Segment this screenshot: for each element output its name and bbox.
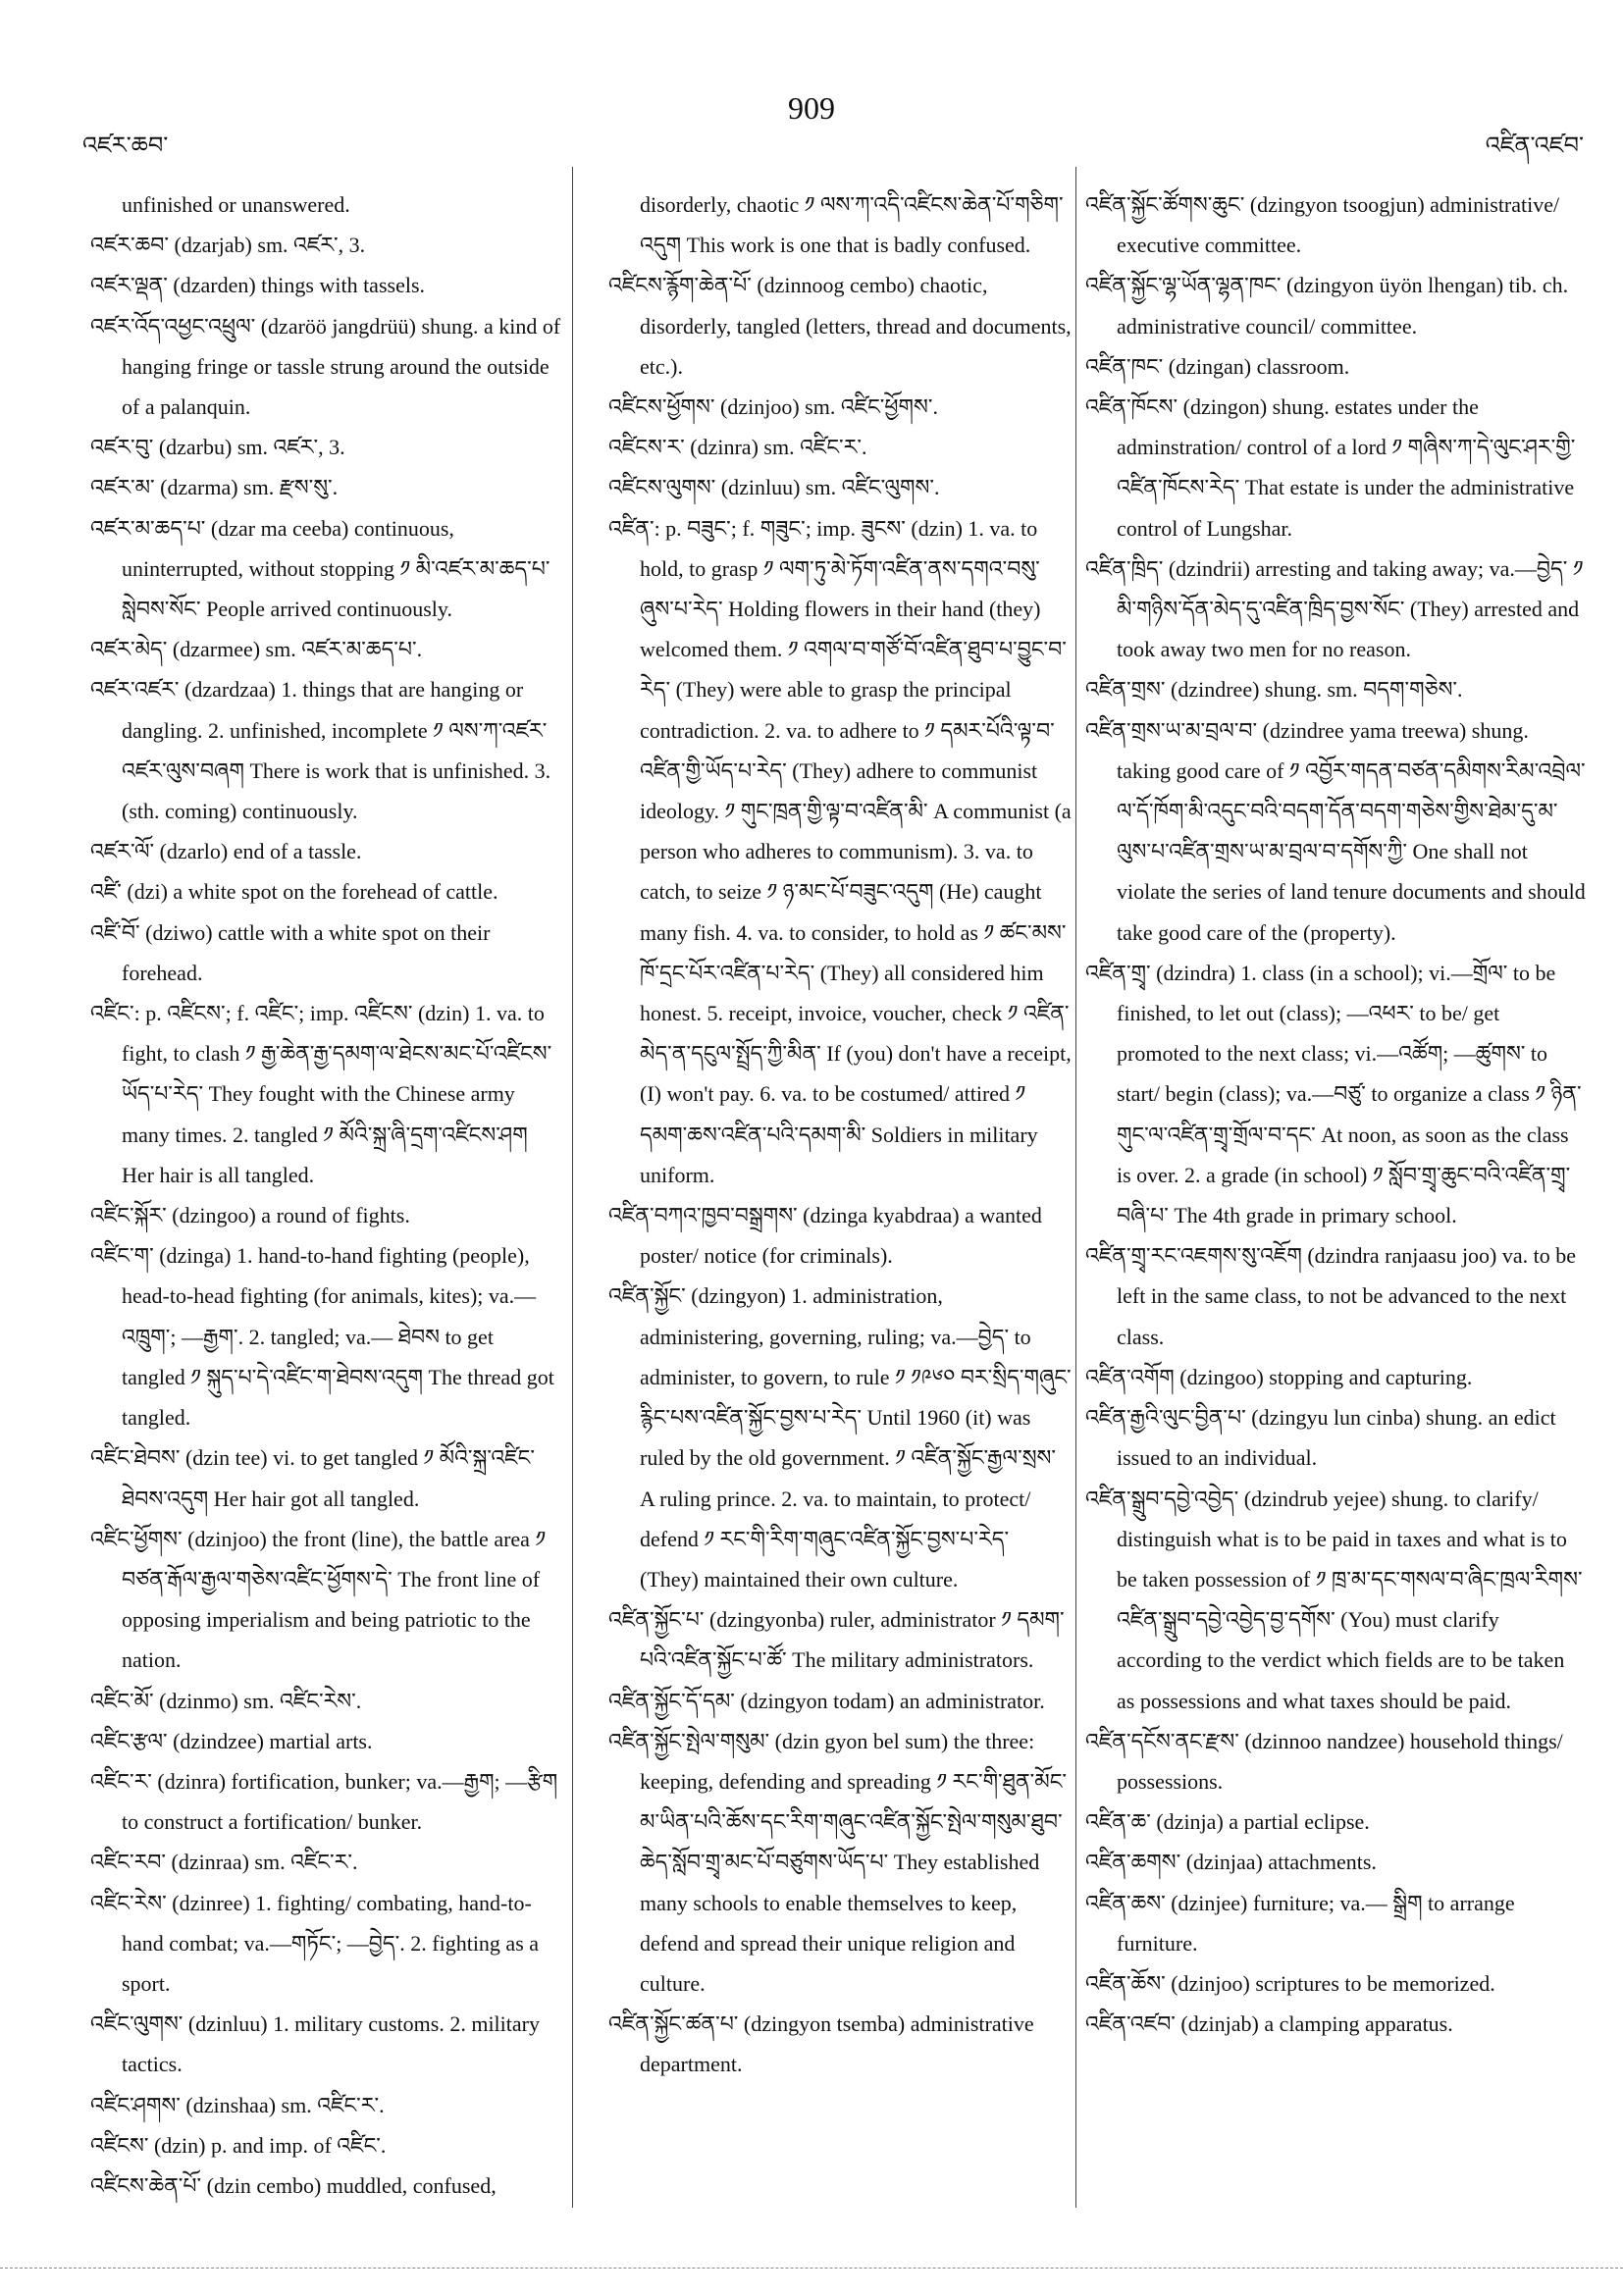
dictionary-entry: འཛིང་སྐོར་ (dzingoo) a round of fights.	[90, 1203, 410, 1228]
dictionary-entry: འཛིན་ཁྲིད་ (dzindrii) arresting and taking away; va.—བྱེད་ ༡ མི་གཉིས་དོན་མེད་དུ་འཛིན་ཁྲིད་བྱས་སོང་ (They) arrested and took away two men for no reason.	[1085, 555, 1584, 662]
entry-continuation: disorderly, chaotic ༡ ལས་ཀ་འདི་འཛིངས་ཆེན་པོ་གཅིག་འདུག This work is one that is badly confused.	[640, 192, 1064, 258]
dictionary-entry: འཛིང་ཐེབས་ (dzin tee) vi. to get tangled ༡ མོའི་སྐྲ་འཛིང་ཐེབས་འདུག Her hair got all tangled.	[90, 1445, 535, 1511]
dictionary-entry: འཛིན་འཛབ་ (dzinjab) a clamping apparatus.	[1085, 2011, 1453, 2037]
dictionary-entry: འཛིན་ཆོས་ (dzinjoo) scriptures to be memorized.	[1085, 1970, 1495, 1996]
dictionary-entry: འཛིང་: p. འཛིངས་; f. འཛིང་; imp. འཛིངས་ (dzin) 1. va. to fight, to clash ༡ རྒྱ་ཆེན་རྒྱ་དམག་ལ་ཐེངས་མང་པོ་འཛིངས་ཡོད་པ་རེད་ They fought with the Chinese army many times. 2. tangled ༡ མོའི་སྐྲ་ཞི་དྲག་འཛིངས་ཤག Her hair is all tangled.	[90, 1001, 552, 1187]
dictionary-entry: འཛིན་གྲས་ (dzindree) shung. sm. བདག་གཅེས་.	[1085, 677, 1463, 703]
dictionary-entry: འཛར་མ་ཆད་པ་ (dzar ma ceeba) continuous, uninterrupted, without stopping ༡ མི་འཛར་མ་ཆད་པ་སླེབས་སོང་ People arrived continuously.	[90, 515, 550, 622]
dictionary-entry: འཛར་ཆབ་ (dzarjab) sm. འཛར་, 3.	[90, 233, 366, 258]
dictionary-entry: འཛིན་སྐྱོང་ལྷ་ཡོན་ལྷན་ཁང་ (dzingyon üyön lhengan) tib. ch. administrative council/ committee.	[1085, 273, 1569, 339]
dictionary-entry: འཛིང་ཤགས་ (dzinshaa) sm. འཛིང་ར་.	[90, 2092, 385, 2117]
dictionary-entry: འཛིན་སྐྱོང་པ་ (dzingyonba) ruler, administrator ༡ དམག་པའི་འཛིན་སྐྱོང་པ་ཚོ་ The military administrators.	[608, 1607, 1065, 1673]
dictionary-entry: འཛིན་སྐྱོང་དོ་དམ་ (dzingyon todam) an administrator.	[608, 1688, 1045, 1713]
dictionary-entry: འཛར་འོད་འཕྱང་འཕྲུལ་ (dzaröö jangdrüü) shung. a kind of hanging fringe or tassle strung around the outside of a palanquin.	[90, 313, 561, 420]
dictionary-entry: འཛིངས་ལུགས་ (dzinluu) sm. འཛིང་ལུགས་.	[608, 475, 940, 500]
dictionary-entry: འཛིན་ཆས་ (dzinjee) furniture; va.— སྒྲིག to arrange furniture.	[1085, 1890, 1515, 1956]
column-3	[1085, 184, 1586, 2230]
dictionary-entry: འཛིན་སྐྱོང་ཚན་པ་ (dzingyon tsemba) administrative department.	[608, 2011, 1034, 2077]
column-divider	[572, 167, 573, 2208]
dictionary-entry: འཛིན་གྲྭ་རང་འཇགས་སུ་འཇོག (dzindra ranjaasu joo) va. to be left in the same class, to not be advanced to the next class.	[1085, 1243, 1577, 1349]
dictionary-entry: འཛིངས་ (dzin) p. and imp. of འཛིང་.	[90, 2132, 387, 2158]
dictionary-entry: འཛིན་ཆ་ (dzinja) a partial eclipse.	[1085, 1809, 1370, 1835]
dictionary-entry: འཛིང་མོ་ (dzinmo) sm. འཛིང་རེས་.	[90, 1688, 362, 1713]
dictionary-entry: འཛིང་ལུགས་ (dzinluu) 1. military customs. 2. military tactics.	[90, 2011, 540, 2077]
dictionary-entry: འཛར་འཛར་ (dzardzaa) 1. things that are hanging or dangling. 2. unfinished, incomplete ༡ ལས་ཀ་འཛར་འཛར་ལུས་བཞག There is work that is unfinished. 3. (sth. coming) continuously.	[90, 677, 551, 824]
dictionary-entry: འཛི་ (dzi) a white spot on the forehead of cattle.	[90, 879, 498, 905]
header-right-guideword: འཛིན་འཛབ་	[1485, 133, 1584, 159]
dictionary-entry: འཛིན་རྒྱའི་ལུང་བྱིན་པ་ (dzingyu lun cinba) shung. an edict issued to an individual.	[1085, 1405, 1556, 1471]
dictionary-entry: འཛིངས་རྙོག་ཆེན་པོ་ (dzinnoog cembo) chaotic, disorderly, tangled (letters, thread and documents, etc.).	[608, 273, 1072, 379]
dictionary-entry: འཛིན་བཀའ་ཁྱབ་བསྒྲགས་ (dzinga kyabdraa) a wanted poster/ notice (for criminals).	[608, 1203, 1042, 1269]
dictionary-entry: འཛིན་སྐྱོང་ (dzingyon) 1. administration, administering, governing, ruling; va.—བྱེད་ to administer, to govern, to rule ༡ ༡༩༦༠ བར་སྲིད་གཞུང་རྙིང་པས་འཛིན་སྐྱོང་བྱས་པ་རེད་ Until 1960 (it) was ruled by the old government. ༡ འཛིན་སྐྱོང་རྒྱལ་སྲས་ A ruling prince. 2. va. to maintain, to protect/ defend ༡ རང་གི་རིག་གཞུང་འཛིན་སྐྱོང་བྱས་པ་རེད་ (They) maintained their own culture.	[608, 1283, 1072, 1592]
page-number: 909	[788, 90, 835, 126]
dictionary-entry: འཛར་བུ་ (dzarbu) sm. འཛར་, 3.	[90, 435, 345, 460]
dictionary-entry: འཛིངས་ར་ (dzinra) sm. འཛིང་ར་.	[608, 435, 867, 460]
dictionary-entry: འཛིན་དངོས་ནང་རྫས་ (dzinnoo nandzee) household things/ possessions.	[1085, 1728, 1563, 1794]
dictionary-entry: འཛར་ལྡན་ (dzarden) things with tassels.	[90, 273, 426, 298]
dictionary-entry: འཛར་མེད་ (dzarmee) sm. འཛར་མ་ཆད་པ་.	[90, 637, 423, 662]
footer-rule	[0, 2268, 1623, 2270]
dictionary-entry: འཛར་མ་ (dzarma) sm. རྫས་སུ་.	[90, 475, 339, 500]
dictionary-entry: འཛིན་སྐྱོང་ཚོགས་ཆུང་ (dzingyon tsoogjun) administrative/ executive committee.	[1085, 192, 1560, 258]
entry-continuation: unfinished or unanswered.	[122, 192, 350, 217]
dictionary-entry: འཛིངས་ཆེན་པོ་ (dzin cembo) muddled, confused,	[90, 2172, 497, 2198]
dictionary-entry: འཛིང་རྩལ་ (dzindzee) martial arts.	[90, 1728, 373, 1753]
dictionary-entry: འཛིང་རེས་ (dzinree) 1. fighting/ combating, hand-to-hand combat; va.—གཏོང་; —བྱེད་. 2. fighting as a sport.	[90, 1890, 540, 1996]
dictionary-entry: འཛིང་ར་ (dzinra) fortification, bunker; va.—རྒྱག; —རྩིག to construct a fortification/ bunker.	[90, 1768, 558, 1835]
column-divider	[1075, 167, 1076, 2208]
dictionary-entry: འཛིན་: p. བཟུང་; f. གཟུང་; imp. ཟུངས་ (dzin) 1. va. to hold, to grasp ༡ ལག་ཏུ་མེ་ཏོག་འཛིན་ནས་དགའ་བསུ་ཞུས་པ་རེད་ Holding flowers in their hand (they) welcomed them. ༡ འགལ་བ་གཙོ་བོ་འཛིན་ཐུབ་པ་བྱུང་བ་རེད་ (They) were able to grasp the principal contradiction. 2. va. to adhere to ༡ དམར་པོའི་ལྟ་བ་འཛིན་གྱི་ཡོད་པ་རེད་ (They) adhere to communist ideology. ༡ གུང་ཁྲན་གྱི་ལྟ་བ་འཛིན་མི་ A communist (a person who adheres to communism). 3. va. to catch, to seize ༡ ཉ་མང་པོ་བཟུང་འདུག (He) caught many fish. 4. va. to consider, to hold as ༡ ཚང་མས་ཁོ་དྲང་པོར་འཛིན་པ་རེད་ (They) all considered him honest. 5. receipt, invoice, voucher, check ༡ འཛིན་མེད་ན་དངུལ་སྤྲོད་ཀྱི་མིན་ If (you) don't have a receipt, (I) won't pay. 6. va. to be costumed/ attired ༡ དམག་ཆས་འཛིན་པའི་དམག་མི་ Soldiers in military uniform.	[608, 515, 1072, 1187]
dictionary-entry: འཛིན་གྲས་ཡ་མ་བྲལ་བ་ (dzindree yama treewa) shung. taking good care of ༡ འབྱོར་གདན་བཙན་དམིགས་རིམ་འབྲེལ་ལ་དོ་ཁོག་མི་འདུང་བའི་བདག་དོན་བདག་གཅེས་གྱིས་ཐེམ་དུ་མ་ལུས་པ་འཛིན་གྲས་ཡ་མ་བྲལ་བ་དགོས་ཀྱི་ One shall not violate the series of land tenure documents and should take good care of the (property).	[1085, 717, 1586, 945]
header-left-guideword: འཛར་ཆབ་	[82, 133, 169, 159]
dictionary-entry: འཛིན་ཁོངས་ (dzingon) shung. estates under the adminstration/ control of a lord ༡ གཞིས་ཀ་དེ་ལུང་ཤར་གྱི་འཛིན་ཁོངས་རེད་ That estate is under the administrative control of Lungshar.	[1085, 394, 1576, 541]
column-1	[90, 184, 561, 2230]
dictionary-entry: འཛིན་གྲྭ་ (dzindra) 1. class (in a school); vi.—གྲོལ་ to be finished, to let out (class); —འཕར་ to be/ get promoted to the next class; vi.—འཚོག; —ཚུགས་ to start/ begin (class); va.—བཙུ་ to organize a class ༡ ཉིན་གུང་ལ་འཛིན་གྲྭ་གྲོལ་བ་དང་ At noon, as soon as the class is over. 2. a grade (in school) ༡ སློབ་གྲྭ་ཆུང་བའི་འཛིན་གྲྭ་བཞི་པ་ The 4th grade in primary school.	[1085, 960, 1582, 1228]
dictionary-entry: འཛིངས་ཕྱོགས་ (dzinjoo) sm. འཛིང་ཕྱོགས་.	[608, 394, 938, 420]
dictionary-entry: འཛིན་སྐྱོང་སྤེལ་གསུམ་ (dzin gyon bel sum) the three: keeping, defending and spreading ༡ རང་གི་ཐུན་མོང་མ་ཡིན་པའི་ཆོས་དང་རིག་གཞུང་འཛིན་སྐྱོང་སྤེལ་གསུམ་ཐུབ་ཆེད་སློབ་གྲྭ་མང་པོ་བཙུགས་ཡོད་པ་ They established many schools to enable themselves to keep, defend and spread their unique religion and culture.	[608, 1728, 1068, 1996]
dictionary-entry: འཛིང་ཕྱོགས་ (dzinjoo) the front (line), the battle area ༡ བཙན་རྒོལ་རྒྱལ་གཅེས་འཛིང་ཕྱོགས་དེ་ The front line of opposing imperialism and being patriotic to the nation.	[90, 1526, 547, 1673]
dictionary-entry: འཛར་ལོ་ (dzarlo) end of a tassle.	[90, 839, 362, 864]
page-header	[0, 90, 1623, 159]
dictionary-entry: འཛིན་འགོག (dzingoo) stopping and capturing.	[1085, 1364, 1473, 1389]
dictionary-entry: འཛི་བོ་ (dziwo) cattle with a white spot on their forehead.	[90, 919, 491, 985]
column-2	[608, 184, 1072, 2230]
dictionary-entry: འཛིན་ཁང་ (dzingan) classroom.	[1085, 353, 1350, 379]
dictionary-entry: འཛིན་ཆགས་ (dzinjaa) attachments.	[1085, 1850, 1377, 1875]
dictionary-entry: འཛིན་སྒྲུབ་དབྱེ་འབྱེད་ (dzindrub yejee) shung. to clarify/ distinguish what is to be paid in taxes and what is to be taken possession of ༡ ཁྲ་མ་དང་གསལ་བ་ཞིང་ཁྲལ་རིགས་འཛིན་སྒྲུབ་དབྱེ་འབྱེད་བྱ་དགོས་ (You) must clarify according to the verdict which fields are to be taken as possessions and what taxes should be paid.	[1085, 1486, 1583, 1713]
dictionary-entry: འཛིང་རབ་ (dzinraa) sm. འཛིང་ར་.	[90, 1850, 358, 1875]
dictionary-entry: འཛིང་ག་ (dzinga) 1. hand-to-hand fighting (people), head-to-head fighting (for animals, kites); va.— འཁྲུག་; —རྒྱག་. 2. tangled; va.— ཐེབས to get tangled ༡ སྐུད་པ་དེ་འཛིང་ག་ཐེབས་འདུག The thread got tangled.	[90, 1243, 554, 1431]
